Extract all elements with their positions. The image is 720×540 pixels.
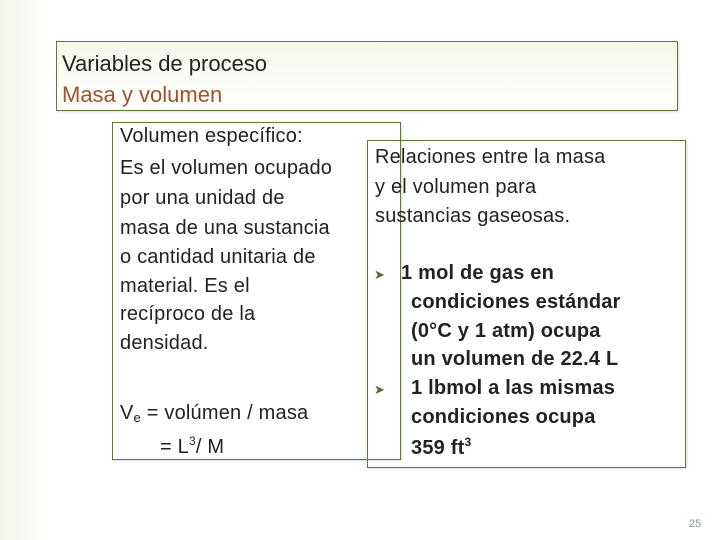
bullet-2-line-3 (411, 435, 471, 460)
left-line-7: densidad. (120, 332, 209, 354)
formula-line-2 (160, 434, 224, 459)
title-line-2: Masa y volumen (62, 82, 223, 107)
bullet-2-line-1: 1 lbmol a las mismas (411, 377, 616, 399)
page-number: 25 (689, 518, 702, 530)
left-line-1: Es el volumen ocupado (120, 157, 333, 179)
formula-units-main: = L (160, 436, 189, 458)
arrow-bullet-icon: ➤ (374, 382, 385, 397)
side-decoration-band (0, 0, 44, 540)
formula-expression: = volúmen / masa (140, 402, 309, 424)
left-line-6: recíproco de la (120, 303, 256, 325)
formula-units-rest: / M (195, 436, 225, 458)
left-line-4: o cantidad unitaria de (120, 246, 316, 268)
title-line-1: Variables de proceso (62, 51, 268, 76)
left-line-5: material. Es el (120, 275, 250, 297)
left-heading: Volumen específico: (120, 125, 303, 147)
bullet-2-value: 359 ft (411, 437, 465, 459)
formula-subscript: e (133, 410, 141, 425)
formula-units-exponent: 3 (188, 434, 196, 448)
left-line-3: masa de una sustancia (120, 217, 330, 239)
bullet-1-line-3: (0°C y 1 atm) ocupa (411, 320, 601, 342)
bullet-1-line-2: condiciones estándar (411, 291, 621, 313)
right-intro-line-1: Relaciones entre la masa (375, 146, 606, 168)
bullet-2-line-2: condiciones ocupa (411, 406, 596, 428)
right-intro-line-2: y el volumen para (375, 176, 537, 198)
arrow-bullet-icon: ➤ (374, 267, 385, 282)
formula-line-1 (120, 402, 308, 425)
bullet-1-line-1: 1 mol de gas en (401, 262, 555, 284)
right-intro-line-3: sustancias gaseosas. (375, 205, 571, 227)
left-line-2: por una unidad de (120, 187, 285, 209)
bullet-1-line-4: un volumen de 22.4 L (411, 348, 619, 370)
bullet-2-exponent: 3 (464, 435, 472, 449)
formula-symbol: V (120, 402, 134, 424)
